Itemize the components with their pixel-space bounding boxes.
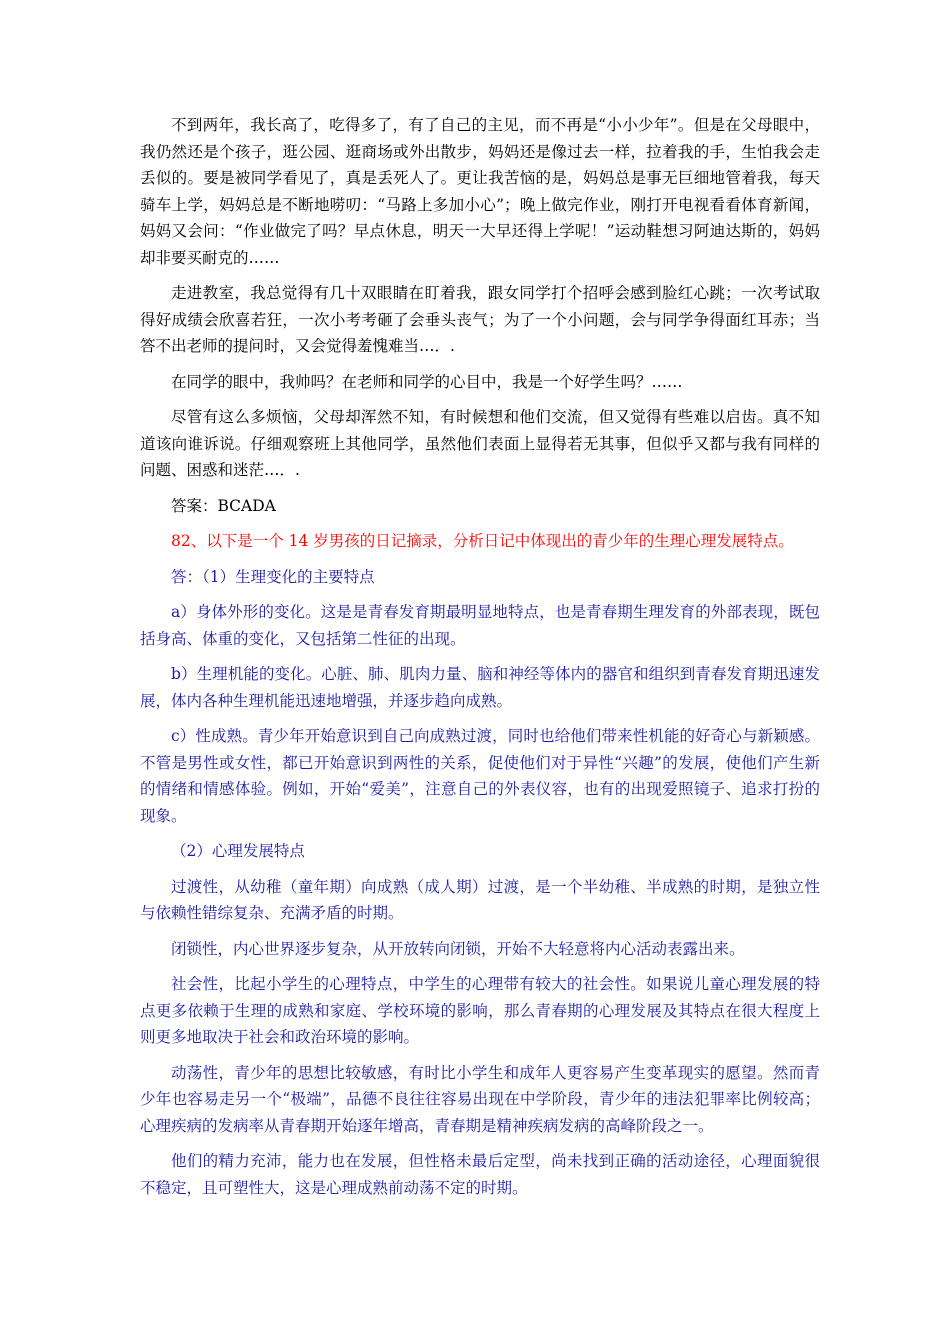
diary-paragraph-3: 在同学的眼中，我帅吗？在老师和同学的心目中，我是一个好学生吗？…… [171,372,683,391]
diary-paragraph-1: 不到两年，我长高了，吃得多了，有了自己的主见，而不再是“小小少年”。但是在父母眼中，我仍然还是个孩子，逛公园、逛商场或外出散步，妈妈还是像过去一样，拉着我的手，生怕我会走丢似的。要是被同学看见了，真是丢死人了。更让我苦恼的是，妈妈总是事无巨细地管着我，每天骑车上学，妈妈总是不断地唠叨：“马路上多加小心”；晚上做完作业，刚打开电视看看体育新闻，妈妈又会问：“作业做完了吗？早点休息，明天一大早还得上学呢！”运动鞋想习阿迪达斯的，妈妈却非要买耐克的…… [140,116,820,267]
answer-heading-physiological: 答：（1）生理变化的主要特点 [171,567,375,586]
answer-item-a: a）身体外形的变化。这是是青春发育期最明显地特点，也是青春期生理发育的外部表现，既包括身高、体重的变化，又包括第二性征的出现。 [140,603,820,648]
diary-paragraph-2: 走进教室，我总觉得有几十双眼睛在盯着我，跟女同学打个招呼会感到脸红心跳；一次考试取得好成绩会欣喜若狂，一次小考考砸了会垂头丧气；为了一个小问题，会与同学争得面红耳赤；当答不出老师的提问时，又会觉得羞愧难当…．. [140,284,820,355]
diary-paragraph-4: 尽管有这么多烦恼，父母却浑然不知，有时候想和他们交流，但又觉得有些难以启齿。真不知道该向谁诉说。仔细观察班上其他同学，虽然他们表面上显得若无其事，但似乎又都与我有同样的问题、困惑和迷茫…．. [140,408,820,479]
answer-item-c: c）性成熟。青少年开始意识到自己向成熟过渡，同时也给他们带来性机能的好奇心与新颖感。不管是男性或女性，都已开始意识到两性的关系，促使他们对于异性“兴趣”的发展，使他们产生新的情绪和情感体验。例如，开始“爱美”，注意自己的外表仪容，也有的出现爱照镜子、追求打扮的现象。 [140,727,820,825]
answer-key: 答案：BCADA [171,496,276,515]
psych-transitional: 过渡性，从幼稚（童年期）向成熟（成人期）过渡，是一个半幼稚、半成熟的时期，是独立性与依赖性错综复杂、充满矛盾的时期。 [140,877,820,922]
question-82: 82、以下是一个 14 岁男孩的日记摘录，分析日记中体现出的青少年的生理心理发展特点。 [171,532,794,550]
answer-heading-psychological: （2）心理发展特点 [171,842,305,860]
psych-summary: 他们的精力充沛，能力也在发展，但性格未最后定型，尚未找到正确的活动途径，心理面貌很不稳定，且可塑性大，这是心理成熟前动荡不定的时期。 [140,1152,820,1197]
psych-social: 社会性，比起小学生的心理特点，中学生的心理带有较大的社会性。如果说儿童心理发展的特点更多依赖于生理的成熟和家庭、学校环境的影响，那么青春期的心理发展及其特点在很大程度上则更多地取决于社会和政治环境的影响。 [140,975,820,1046]
answer-item-b: b）生理机能的变化。心脏、肺、肌肉力量、脑和神经等体内的器官和组织到青春发育期迅速发展，体内各种生理机能迅速地增强，并逐步趋向成熟。 [140,665,820,710]
document-page [140,112,820,1210]
psych-closed: 闭锁性，内心世界逐步复杂，从开放转向闭锁，开始不大轻意将内心活动表露出来。 [171,939,745,958]
psych-turbulent: 动荡性，青少年的思想比较敏感，有时比小学生和成年人更容易产生变革现实的愿望。然而青少年也容易走另一个“极端”，品德不良往往容易出现在中学阶段，青少年的违法犯罪率比例较高；心理疾病的发病率从青春期开始逐年增高，青春期是精神疾病发病的高峰阶段之一。 [140,1063,820,1135]
